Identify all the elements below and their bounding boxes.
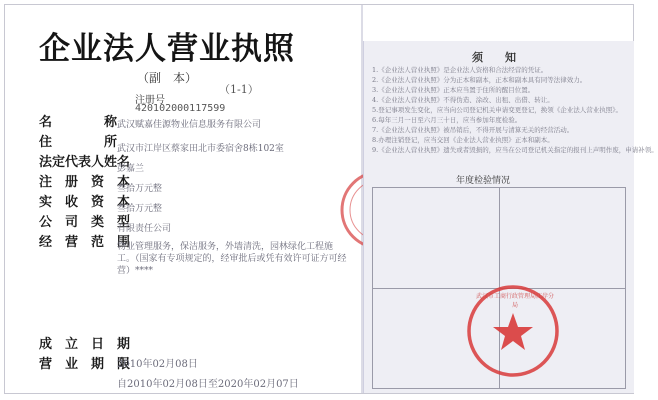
field-label-legal-rep: 法定代表人姓名 <box>39 155 131 170</box>
notice-heading: 须 知 <box>472 51 516 64</box>
field-label-term: 营 业 期 限 <box>39 357 131 372</box>
annual-inspection-heading: 年度检验情况 <box>456 176 511 186</box>
notice-item: 2.《企业法人营业执照》分为正本和副本，正本和副本具有同等法律效力。 <box>372 76 587 84</box>
official-seal-text: 武汉市工商行政管理局江岸分局 <box>475 293 554 309</box>
field-value-address: 武汉市江岸区蔡家田北市委宿舍8栋102室 <box>117 144 284 154</box>
license-document <box>4 4 658 394</box>
field-label-established: 成 立 日 期 <box>39 337 131 352</box>
field-value-business-scope: 物业管理服务，保洁服务，外墙清洗，园林绿化工程施工。（国家有专项规定的，经审批后或凭有效许可证方可经营）**** <box>117 242 347 276</box>
reg-no-label: 注册号 <box>135 95 165 106</box>
notice-item: 4.《企业法人营业执照》不得伪造、涂改、出租、出借、转让。 <box>372 96 554 104</box>
notice-item: 5.登记事项发生变化，应当向公司登记机关申请变更登记，换领《企业法人营业执照》。 <box>372 106 622 114</box>
notice-item: 9.《企业法人营业执照》遗失或者毁损的，应当在公司登记机关指定的报刊上声明作废，申请补领。 <box>372 146 658 154</box>
notice-item: 3.《企业法人营业执照》正本应当置于住所的醒目位置。 <box>372 86 535 94</box>
field-label-business-scope: 经 营 范 围 <box>39 235 131 250</box>
notice-list <box>372 65 658 155</box>
field-value-reg-capital: 叁拾万元整 <box>117 184 163 194</box>
notice-item: 8.办理注销登记，应当交回《企业法人营业执照》正本和副本。 <box>372 136 554 144</box>
field-label-name: 名 称 <box>39 115 118 130</box>
notice-item: 6.每年三月一日至六月三十日，应当参加年度检验。 <box>372 116 522 124</box>
field-label-company-type: 公 司 类 型 <box>39 215 131 230</box>
field-value-name: 武汉赋嘉佳源物业信息服务有限公司 <box>117 120 262 130</box>
field-value-legal-rep: 彭嘉兰 <box>117 164 145 174</box>
field-value-term: 2010年02月08日 <box>117 359 198 370</box>
field-value-paid-capital: 叁拾万元整 <box>117 204 163 214</box>
field-value-company-type: 有限责任公司 <box>117 224 172 234</box>
copy-label: （副 本） <box>137 71 198 85</box>
term-period: 自2010年02月08日至2020年02月07日 <box>117 379 299 390</box>
reg-no-value: 420102000117599 <box>135 103 226 114</box>
license-main-panel <box>5 5 361 393</box>
field-label-paid-capital: 实 收 资 本 <box>39 195 131 210</box>
notice-item: 7.《企业法人营业执照》被吊销后，不得开展与清算无关的经营活动。 <box>372 126 574 134</box>
field-label-address: 住 所 <box>39 135 118 150</box>
notice-item: 1.《企业法人营业执照》是企业法人资格和合法经营的凭证。 <box>372 66 548 74</box>
copy-sequence: （1-1） <box>219 83 259 96</box>
license-title: 企业法人营业执照 <box>39 31 295 67</box>
field-label-reg-capital: 注 册 资 本 <box>39 175 131 190</box>
